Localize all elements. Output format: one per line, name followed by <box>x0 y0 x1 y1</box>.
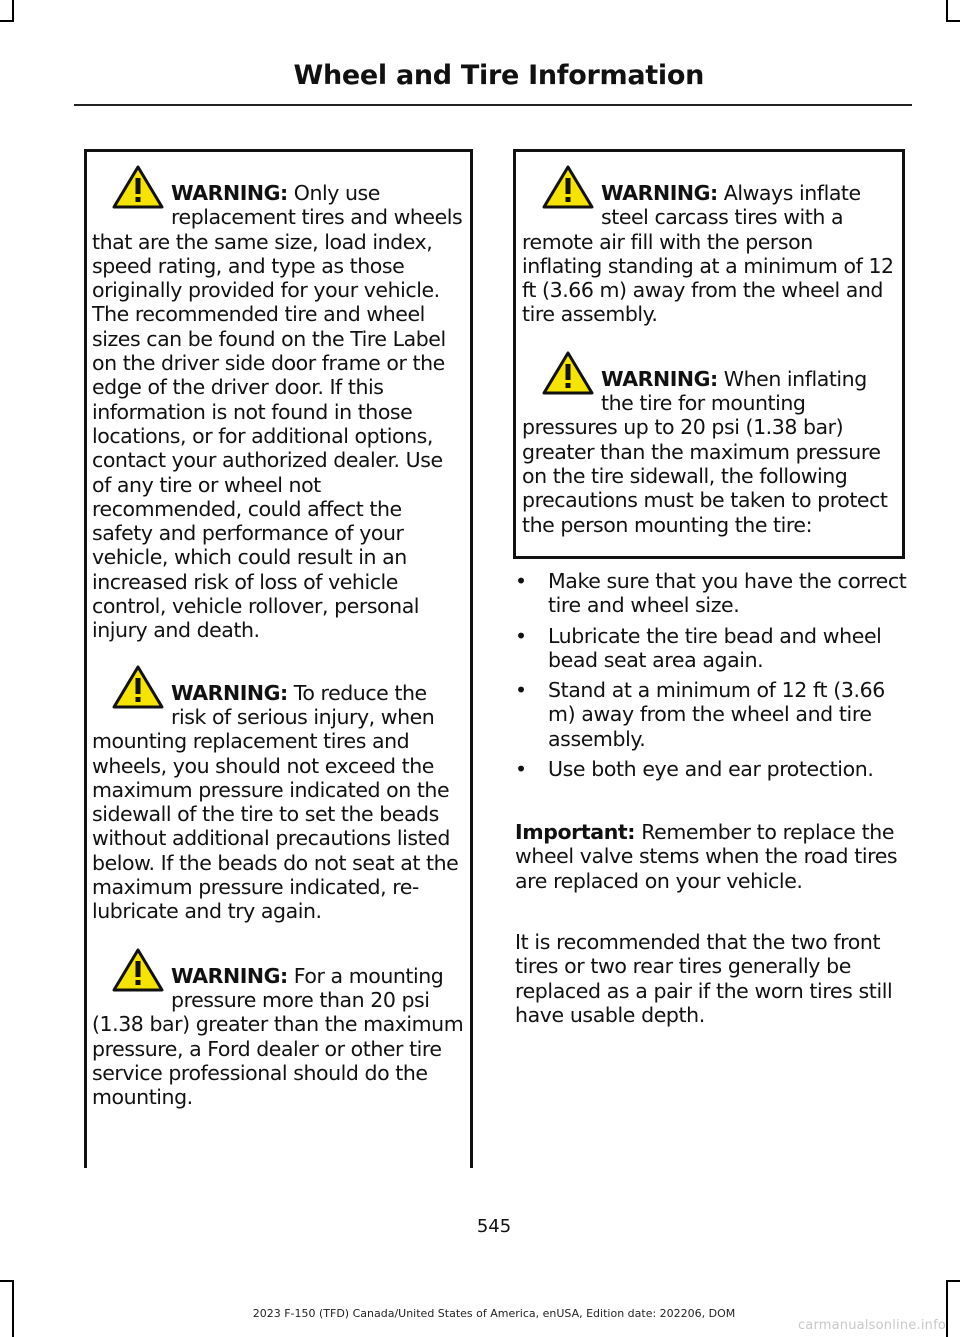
list-item <box>513 569 913 618</box>
warning-label: WARNING: <box>171 181 288 205</box>
warning-block <box>522 181 898 327</box>
important-note <box>515 820 910 893</box>
important-text: Remember to replace the wheel valve stems when the road tires are replaced on your vehicle. <box>515 820 898 893</box>
bullet-icon: • <box>515 757 527 782</box>
warning-text: For a mounting pressure more than 20 psi (1.38 bar) greater than the maximum pressure, a Ford dealer or other tire service professional should do the mounting. <box>92 963 464 1110</box>
warning-text: When inflating the tire for mounting pressures up to 20 psi (1.38 bar) greater than the maximum pressure on the tire sidewall, the following precautions must be taken to protect the person mounting the tire: <box>522 366 888 537</box>
crop-mark <box>0 20 14 22</box>
warning-box-right <box>513 149 905 559</box>
list-item <box>513 678 913 751</box>
page-number: 545 <box>476 1216 512 1237</box>
warning-block <box>522 367 898 537</box>
precautions-list <box>513 569 913 787</box>
warning-text: Only use replacement tires and wheels that are the same size, load index, speed rating, and type as those originally provided for your vehicle. The recommended tire and wheel sizes can be found on the Tire Label on the driver side door frame or the edge of the driver door. If this information is not found in those locations, or for additional options, contact your authorized dealer. Use of any tire or wheel not recommended, could affect the safety and performance of your vehicle, which could result in an increased risk of loss of vehicle control, vehicle rollover, personal injury and death. <box>92 181 463 643</box>
warning-block <box>92 181 466 643</box>
warning-label: WARNING: <box>601 181 718 205</box>
crop-mark <box>946 0 948 20</box>
warning-label: WARNING: <box>601 366 718 391</box>
bullet-icon: • <box>515 569 527 593</box>
warning-triangle-icon <box>111 664 165 710</box>
bullet-icon: • <box>515 623 527 648</box>
crop-mark <box>0 1280 14 1282</box>
header-rule <box>74 104 912 106</box>
bullet-icon: • <box>515 678 527 703</box>
crop-mark <box>946 20 960 22</box>
warning-box-left <box>84 149 473 1168</box>
watermark: carmanualsonline.info <box>797 1318 946 1333</box>
warning-label: WARNING: <box>171 963 288 988</box>
important-label: Important: <box>515 820 636 844</box>
warning-label: WARNING: <box>171 680 288 705</box>
recommendation-paragraph: It is recommended that the two front tires or two rear tires generally be replaced as a pair if the worn tires still have usable depth. <box>515 930 893 1027</box>
warning-triangle-icon <box>541 164 595 210</box>
warning-block <box>92 681 466 924</box>
warning-text: Always inflate steel carcass tires with a remote air fill with the person inflating standing at a minimum of 12 ft (3.66 m) away from the wheel and tire assembly. <box>522 181 894 327</box>
edition-footer: 2023 F-150 (TFD) Canada/United States of America, enUSA, Edition date: 202206, DOM <box>252 1307 736 1320</box>
list-item-text: Use both eye and ear protection. <box>548 757 874 782</box>
list-item <box>513 757 913 781</box>
warning-triangle-icon <box>541 350 595 396</box>
list-item-text: Make sure that you have the correct tire and wheel size. <box>548 569 907 618</box>
crop-mark <box>12 0 14 20</box>
warning-triangle-icon <box>111 164 165 210</box>
list-item-text: Lubricate the tire bead and wheel bead seat area again. <box>548 623 882 672</box>
warning-triangle-icon <box>111 947 165 993</box>
warning-text: To reduce the risk of serious injury, when mounting replacement tires and wheels, you should not exceed the maximum pressure indicated on the sidewall of the tire to set the beads without additional precautions listed below. If the beads do not seat at the maximum pressure indicated, re-lubricate and try again. <box>92 680 459 924</box>
warning-block <box>92 964 466 1110</box>
list-item-text: Stand at a minimum of 12 ft (3.66 m) away from the wheel and tire assembly. <box>548 678 885 751</box>
page-title: Wheel and Tire Information <box>293 60 704 91</box>
crop-mark <box>946 1280 960 1282</box>
list-item <box>513 624 913 673</box>
